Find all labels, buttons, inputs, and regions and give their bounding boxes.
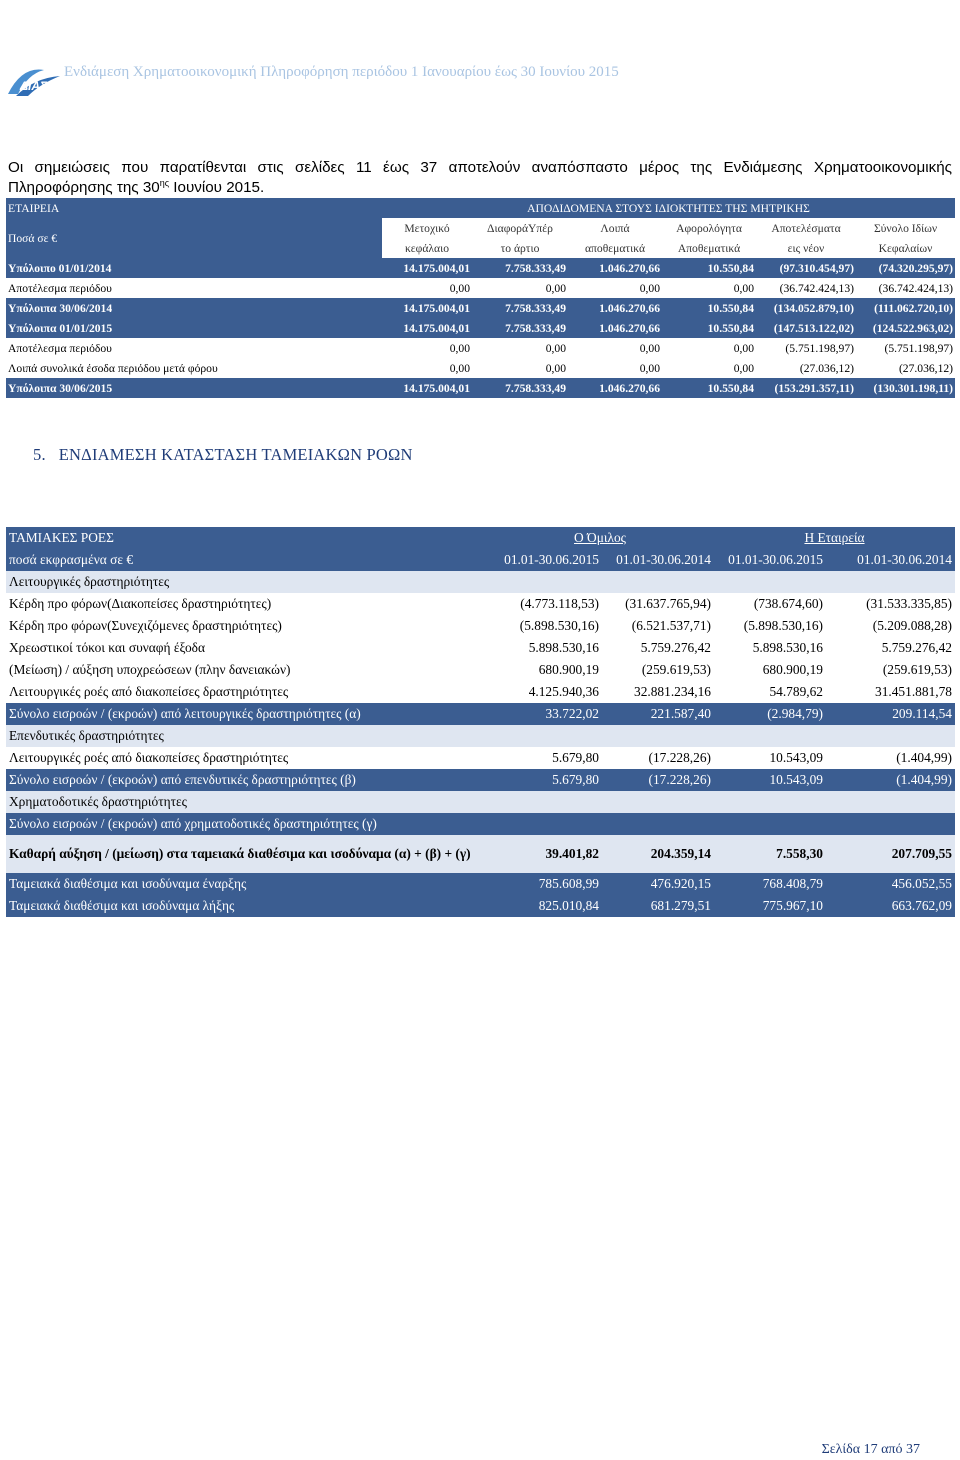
period-header: 01.01-30.06.2014	[602, 549, 714, 571]
table-row	[6, 813, 955, 835]
amounts-label: Ποσά σε €	[6, 218, 382, 258]
table-cell: (5.751.198,97)	[856, 338, 955, 358]
table-row	[6, 769, 955, 791]
intro-superscript: ης	[159, 177, 170, 188]
row-label: Λειτουργικές ροές από διακοπείσες δραστηριότητες	[6, 681, 486, 703]
table-row	[6, 747, 955, 769]
row-label: Χρηματοδοτικές δραστηριότητες	[6, 791, 486, 813]
row-label: Λειτουργικές ροές από διακοπείσες δραστηριότητες	[6, 747, 486, 769]
equity-statement-table	[6, 198, 955, 398]
intro-text-end: Ιουνίου 2015.	[169, 179, 265, 196]
table-cell: 0,00	[382, 358, 472, 378]
column-header: αποθεματικά	[568, 238, 662, 258]
table-cell	[486, 571, 602, 593]
amounts-label: ποσά εκφρασμένα σε €	[6, 549, 486, 571]
table-cell: (153.291.357,11)	[756, 378, 856, 398]
column-header: κεφάλαιο	[382, 238, 472, 258]
table-cell: (36.742.424,13)	[756, 278, 856, 298]
table-cell: (17.228,26)	[602, 769, 714, 791]
row-label: Λειτουργικές δραστηριότητες	[6, 571, 486, 593]
row-label: Υπόλοιπα 30/06/2014	[6, 298, 382, 318]
table-cell	[486, 725, 602, 747]
column-header: Αποτελέσματα	[756, 218, 856, 238]
table-cell: 5.679,80	[486, 769, 602, 791]
table-cell: 0,00	[472, 278, 568, 298]
table-cell: 10.550,84	[662, 378, 756, 398]
table-cell: 5.759.276,42	[826, 637, 955, 659]
table-cell: 680.900,19	[714, 659, 826, 681]
table-cell	[714, 571, 826, 593]
table-cell: 456.052,55	[826, 873, 955, 895]
table-cell: (31.533.335,85)	[826, 593, 955, 615]
table-cell: (134.052.879,10)	[756, 298, 856, 318]
column-header: ΔιαφοράΥπέρ	[472, 218, 568, 238]
table-cell	[602, 813, 714, 835]
table-cell	[826, 791, 955, 813]
table-cell: (74.320.295,97)	[856, 258, 955, 278]
table-row	[6, 318, 955, 338]
table-row	[6, 258, 955, 278]
table-cell: 0,00	[662, 338, 756, 358]
equity-header-row	[6, 198, 955, 218]
table-row	[6, 725, 955, 747]
table-cell: 775.967,10	[714, 895, 826, 917]
table-cell: (147.513.122,02)	[756, 318, 856, 338]
table-cell: 5.898.530,16	[486, 637, 602, 659]
table-cell: 0,00	[472, 338, 568, 358]
table-cell: 14.175.004,01	[382, 318, 472, 338]
table-cell: 0,00	[662, 278, 756, 298]
row-label: Καθαρή αύξηση / (μείωση) στα ταμειακά διαθέσιμα και ισοδύναμα (α) + (β) + (γ)	[6, 835, 486, 873]
column-header: Αφορολόγητα	[662, 218, 756, 238]
period-header: 01.01-30.06.2015	[714, 549, 826, 571]
row-label: Ταμειακά διαθέσιμα και ισοδύναμα λήξης	[6, 895, 486, 917]
table-cell: (17.228,26)	[602, 747, 714, 769]
table-cell: 54.789,62	[714, 681, 826, 703]
table-cell	[826, 571, 955, 593]
row-label: (Μείωση) / αύξηση υποχρεώσεων (πλην δανειακών)	[6, 659, 486, 681]
table-row	[6, 895, 955, 917]
column-header: Αποθεματικά	[662, 238, 756, 258]
table-cell: 1.046.270,66	[568, 298, 662, 318]
table-cell: 209.114,54	[826, 703, 955, 725]
table-cell: (5.898.530,16)	[486, 615, 602, 637]
table-cell: 0,00	[382, 338, 472, 358]
cashflow-title-row	[6, 527, 955, 549]
table-cell	[602, 725, 714, 747]
row-label: Χρεωστικοί τόκοι και συναφή έξοδα	[6, 637, 486, 659]
table-row	[6, 571, 955, 593]
group-header: ΑΠΟΔΙΔΟΜΕΝΑ ΣΤΟΥΣ ΙΔΙΟΚΤΗΤΕΣ ΤΗΣ ΜΗΤΡΙΚΗΣ	[382, 198, 955, 218]
column-header: εις νέον	[756, 238, 856, 258]
cashflow-title: ΤΑΜΙΑΚΕΣ ΡΟΕΣ	[6, 527, 486, 549]
table-cell: 681.279,51	[602, 895, 714, 917]
table-cell: 0,00	[662, 358, 756, 378]
table-cell: 0,00	[382, 278, 472, 298]
table-cell: 0,00	[568, 338, 662, 358]
column-header: Κεφαλαίων	[856, 238, 955, 258]
table-cell: 207.709,55	[826, 835, 955, 873]
table-cell: (738.674,60)	[714, 593, 826, 615]
cashflow-table	[6, 527, 955, 917]
company-label: Η Εταιρεία	[804, 530, 865, 545]
section-title	[33, 445, 413, 465]
row-label: Υπόλοιπα 01/01/2015	[6, 318, 382, 338]
table-row	[6, 681, 955, 703]
table-cell: 1.046.270,66	[568, 318, 662, 338]
table-row	[6, 835, 955, 873]
table-row	[6, 358, 955, 378]
table-cell: (4.773.118,53)	[486, 593, 602, 615]
equity-columns-row-1	[6, 218, 955, 238]
row-label: Αποτέλεσμα περιόδου	[6, 338, 382, 358]
table-cell: (97.310.454,97)	[756, 258, 856, 278]
table-cell: 14.175.004,01	[382, 378, 472, 398]
table-cell: 14.175.004,01	[382, 258, 472, 278]
logo-text: ΔΙΑΣ	[20, 79, 48, 93]
table-cell: (31.637.765,94)	[602, 593, 714, 615]
table-cell: 14.175.004,01	[382, 298, 472, 318]
row-label: Κέρδη προ φόρων(Συνεχιζόμενες δραστηριότητες)	[6, 615, 486, 637]
table-cell: 0,00	[568, 278, 662, 298]
table-row	[6, 873, 955, 895]
table-row	[6, 298, 955, 318]
table-cell: 680.900,19	[486, 659, 602, 681]
document-header-title: Ενδιάμεση Χρηματοοικονομική Πληροφόρηση περιόδου 1 Ιανουαρίου έως 30 Ιουνίου 2015	[64, 64, 619, 80]
table-cell: 4.125.940,36	[486, 681, 602, 703]
table-row	[6, 659, 955, 681]
table-row	[6, 378, 955, 398]
table-cell: 10.543,09	[714, 747, 826, 769]
group-label: Ο Όμιλος	[574, 530, 626, 545]
row-label: Κέρδη προ φόρων(Διακοπείσες δραστηριότητες)	[6, 593, 486, 615]
table-cell	[826, 725, 955, 747]
table-cell: 825.010,84	[486, 895, 602, 917]
row-label: Υπόλοιπα 30/06/2015	[6, 378, 382, 398]
table-cell: (1.404,99)	[826, 747, 955, 769]
row-label: Σύνολο εισροών / (εκροών) από χρηματοδοτικές δραστηριότητες (γ)	[6, 813, 486, 835]
table-cell	[486, 791, 602, 813]
table-row	[6, 637, 955, 659]
row-label: Αποτέλεσμα περιόδου	[6, 278, 382, 298]
table-cell: 5.759.276,42	[602, 637, 714, 659]
table-cell	[602, 791, 714, 813]
table-cell: (5.209.088,28)	[826, 615, 955, 637]
period-header: 01.01-30.06.2014	[826, 549, 955, 571]
table-cell: (27.036,12)	[756, 358, 856, 378]
table-cell: 663.762,09	[826, 895, 955, 917]
table-cell: 476.920,15	[602, 873, 714, 895]
section-title-text: ΕΝΔΙΑΜΕΣΗ ΚΑΤΑΣΤΑΣΗ ΤΑΜΕΙΑΚΩΝ ΡΟΩΝ	[58, 445, 413, 464]
table-cell: (111.062.720,10)	[856, 298, 955, 318]
table-cell	[486, 813, 602, 835]
table-cell: 204.359,14	[602, 835, 714, 873]
table-cell: 5.679,80	[486, 747, 602, 769]
table-cell: 1.046.270,66	[568, 378, 662, 398]
table-cell: 785.608,99	[486, 873, 602, 895]
table-row	[6, 593, 955, 615]
table-cell: 7.558,30	[714, 835, 826, 873]
table-row	[6, 791, 955, 813]
column-header: Σύνολο Ιδίων	[856, 218, 955, 238]
table-cell	[714, 791, 826, 813]
row-label: Επενδυτικές δραστηριότητες	[6, 725, 486, 747]
table-cell: 39.401,82	[486, 835, 602, 873]
table-cell: 10.543,09	[714, 769, 826, 791]
row-label: Λοιπά συνολικά έσοδα περιόδου μετά φόρου	[6, 358, 382, 378]
table-cell: (6.521.537,71)	[602, 615, 714, 637]
cashflow-periods-row	[6, 549, 955, 571]
table-cell: 33.722,02	[486, 703, 602, 725]
table-cell: (2.984,79)	[714, 703, 826, 725]
table-cell: (130.301.198,11)	[856, 378, 955, 398]
table-cell: (27.036,12)	[856, 358, 955, 378]
table-cell: 768.408,79	[714, 873, 826, 895]
row-label: Σύνολο εισροών / (εκροών) από επενδυτικές δραστηριότητες (β)	[6, 769, 486, 791]
table-row	[6, 703, 955, 725]
table-cell: 7.758.333,49	[472, 318, 568, 338]
table-cell: 0,00	[568, 358, 662, 378]
table-cell	[602, 571, 714, 593]
column-header: Μετοχικό	[382, 218, 472, 238]
table-cell: 1.046.270,66	[568, 258, 662, 278]
period-header: 01.01-30.06.2015	[486, 549, 602, 571]
section-number: 5.	[33, 445, 46, 464]
table-cell: (5.751.198,97)	[756, 338, 856, 358]
column-header: Λοιπά	[568, 218, 662, 238]
intro-text: Οι σημειώσεις που παρατίθενται στις σελίδες 11 έως 37 αποτελούν αναπόσπαστο μέρος της Ενδιάμεσης Χρηματοοικονομικής Πληροφόρησης της 30	[8, 159, 952, 196]
table-cell: 5.898.530,16	[714, 637, 826, 659]
table-cell	[714, 725, 826, 747]
company-label: ΕΤΑΙΡΕΙΑ	[6, 198, 382, 218]
row-label: Υπόλοιπο 01/01/2014	[6, 258, 382, 278]
table-cell: 7.758.333,49	[472, 378, 568, 398]
table-cell: (36.742.424,13)	[856, 278, 955, 298]
table-cell	[714, 813, 826, 835]
table-cell: (1.404,99)	[826, 769, 955, 791]
table-cell: 32.881.234,16	[602, 681, 714, 703]
company-logo	[4, 64, 62, 98]
table-cell: 10.550,84	[662, 318, 756, 338]
table-cell: (5.898.530,16)	[714, 615, 826, 637]
table-cell: 7.758.333,49	[472, 258, 568, 278]
page-number: Σελίδα 17 από 37	[821, 1442, 920, 1457]
row-label: Ταμειακά διαθέσιμα και ισοδύναμα έναρξης	[6, 873, 486, 895]
table-cell: (124.522.963,02)	[856, 318, 955, 338]
table-cell: 0,00	[472, 358, 568, 378]
table-cell: 221.587,40	[602, 703, 714, 725]
table-row	[6, 278, 955, 298]
table-row	[6, 615, 955, 637]
column-header: το άρτιο	[472, 238, 568, 258]
table-cell: 7.758.333,49	[472, 298, 568, 318]
intro-paragraph	[8, 158, 952, 198]
table-cell	[826, 813, 955, 835]
table-cell: 31.451.881,78	[826, 681, 955, 703]
table-cell: 10.550,84	[662, 298, 756, 318]
row-label: Σύνολο εισροών / (εκροών) από λειτουργικές δραστηριότητες (α)	[6, 703, 486, 725]
table-cell: (259.619,53)	[826, 659, 955, 681]
table-cell: (259.619,53)	[602, 659, 714, 681]
table-row	[6, 338, 955, 358]
table-cell: 10.550,84	[662, 258, 756, 278]
